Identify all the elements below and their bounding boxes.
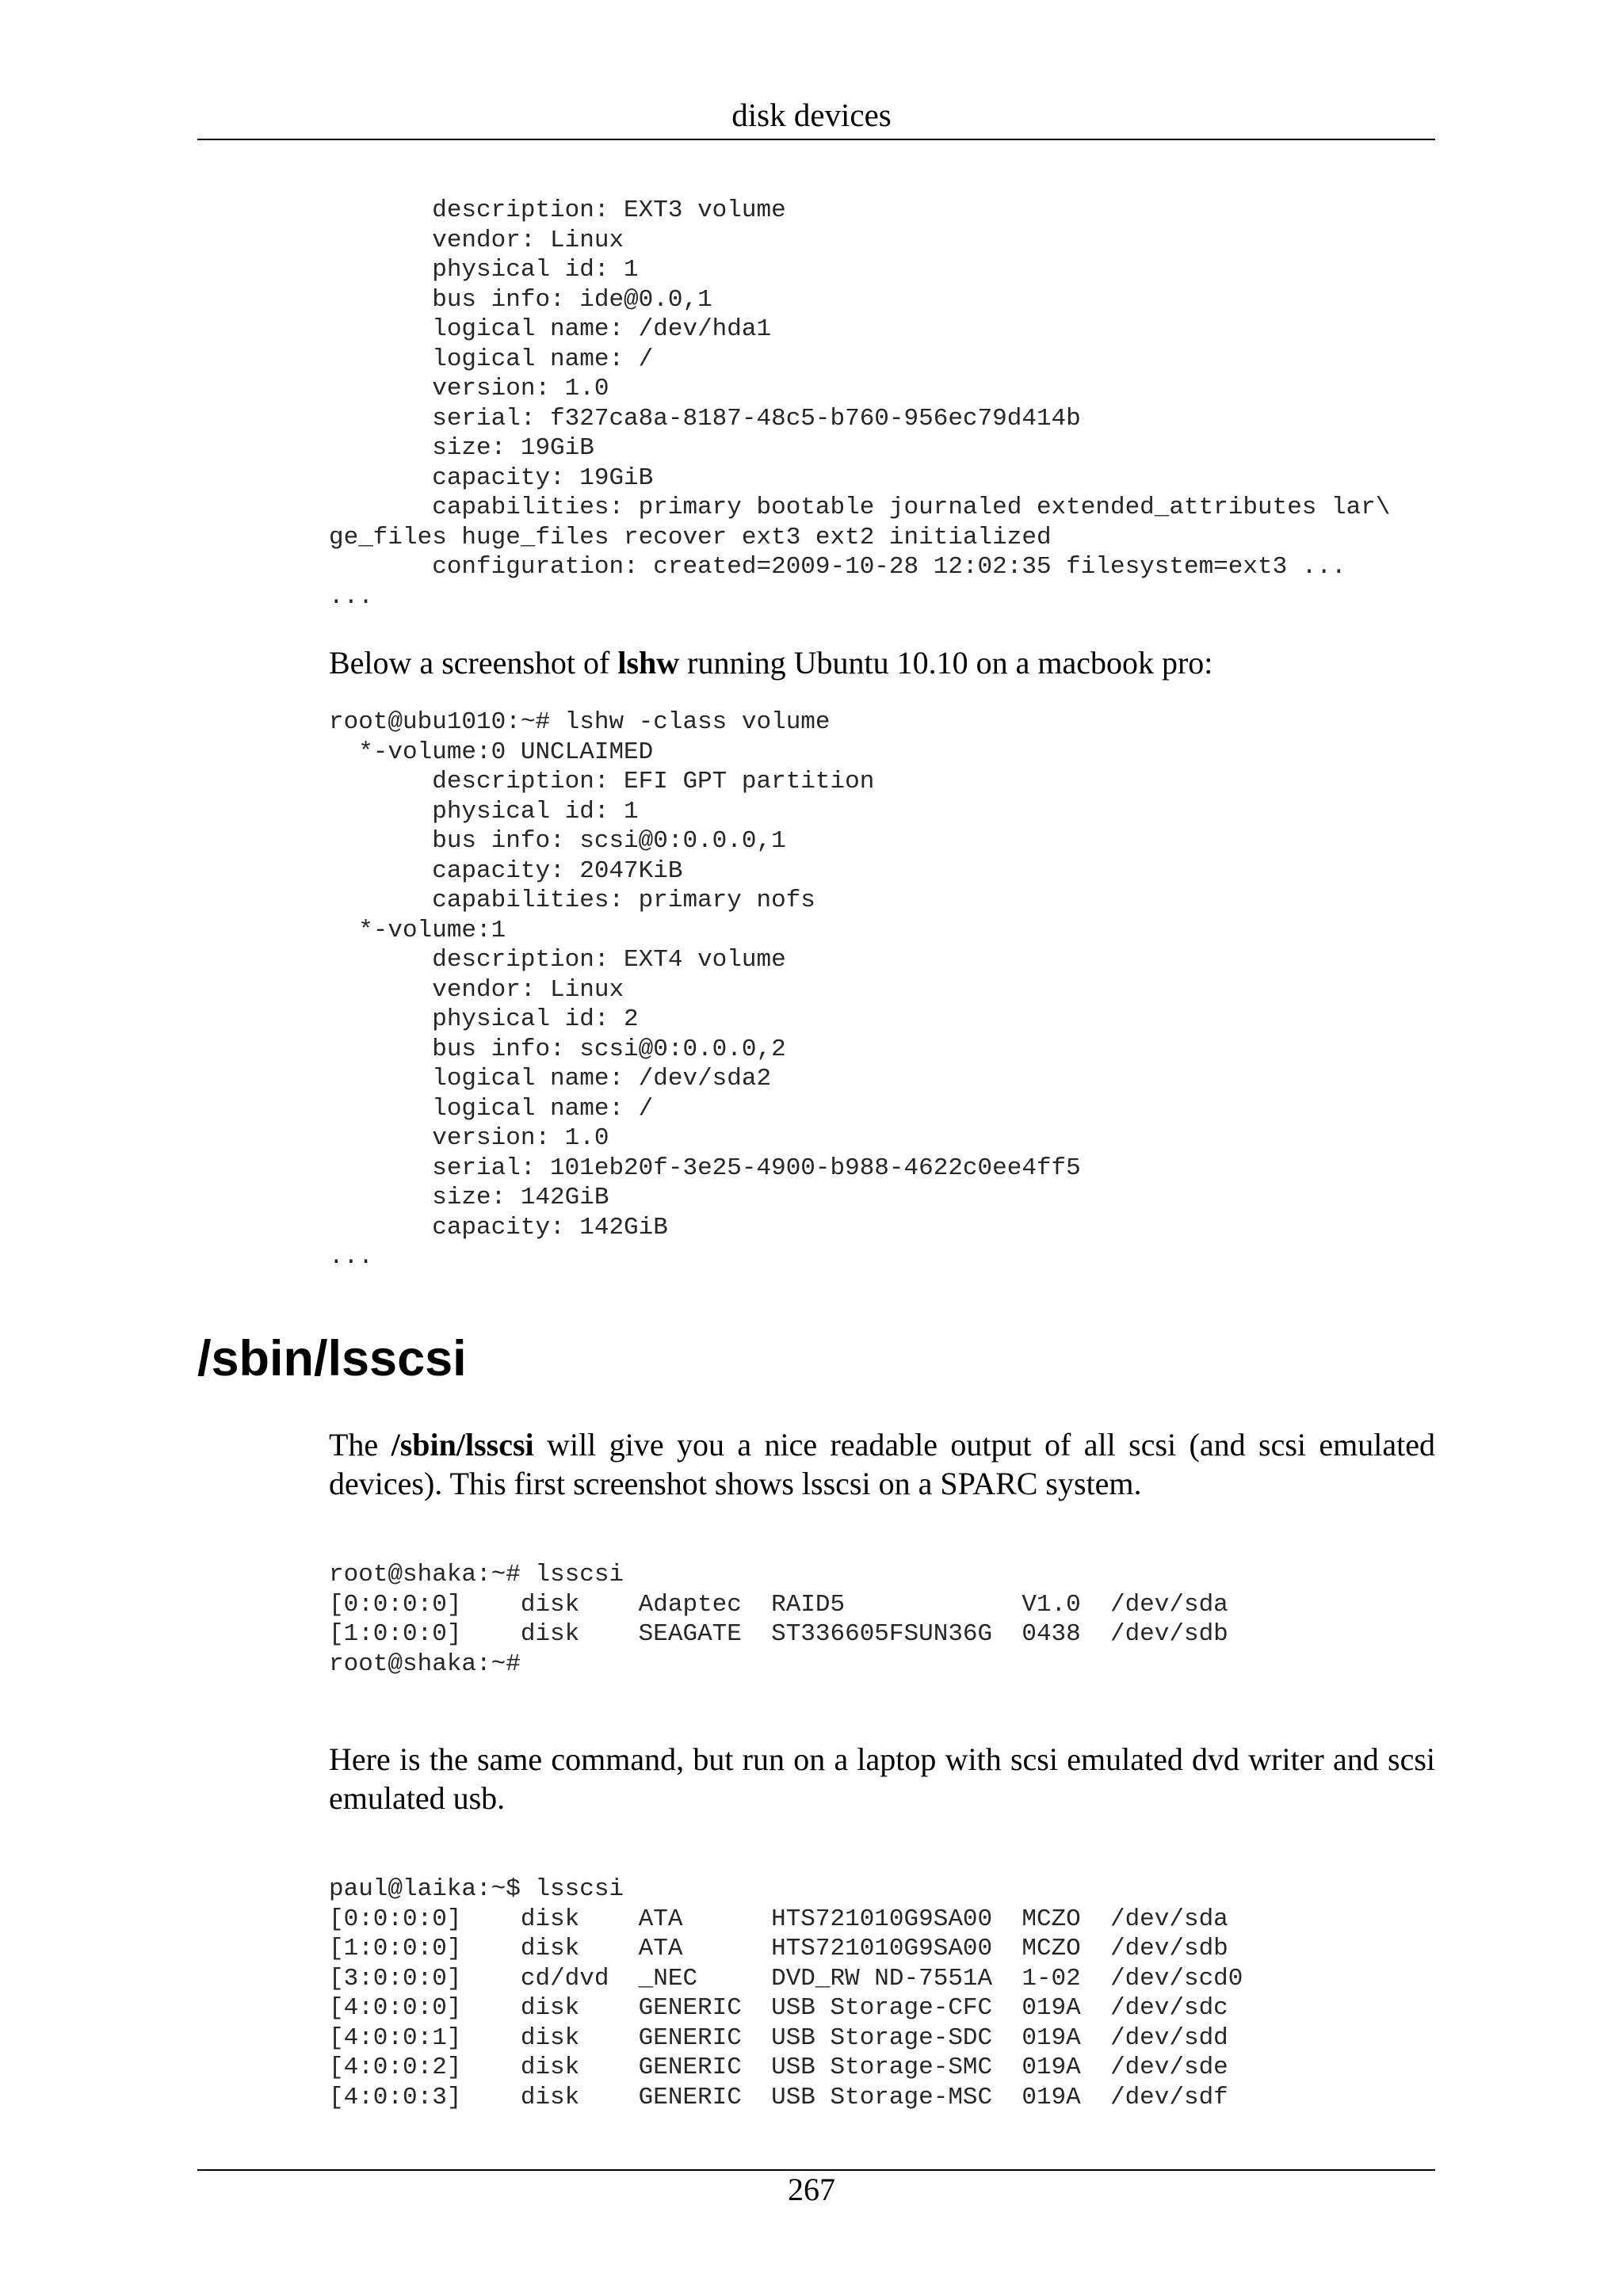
code-line: size: 142GiB [329,1184,609,1211]
code-line: capacity: 2047KiB [329,856,683,885]
code-line: root@ubu1010:~# lshw -class volume [329,708,831,736]
code-block-lshw-volume [329,707,1081,1272]
code-block-lshw-hda1 [329,196,1390,612]
section-heading: /sbin/lsscsi [197,1331,467,1386]
code-line: logical name: / [329,345,654,373]
code-line: ge_files huge_files recover ext3 ext2 initialized [329,523,1052,551]
code-line: physical id: 2 [329,1005,639,1033]
code-line: physical id: 1 [329,256,639,284]
code-line: ... [329,582,373,611]
command-name-lsscsi: /sbin/lsscsi [391,1427,534,1463]
page-number: 267 [788,2172,835,2207]
code-line: configuration: created=2009-10-28 12:02:35 filesystem=ext3 ... [329,553,1346,581]
code-line: capacity: 19GiB [329,463,654,492]
code-line: vendor: Linux [329,975,624,1004]
code-line: version: 1.0 [329,1124,609,1152]
code-line: bus info: scsi@0:0.0.0,1 [329,827,786,855]
code-line: logical name: /dev/sda2 [329,1065,772,1093]
code-line: *-volume:1 [329,916,506,944]
code-line: logical name: / [329,1094,654,1123]
code-line: bus info: ide@0.0,1 [329,285,712,314]
code-line: [1:0:0:0] disk ATA HTS721010G9SA00 MCZO /dev/sdb [329,1935,1228,1962]
code-line: capabilities: primary nofs [329,887,815,914]
code-line: serial: f327ca8a-8187-48c5-b760-956ec79d414b [329,404,1081,433]
code-line: [4:0:0:0] disk GENERIC USB Storage-CFC 019A /dev/sdc [329,1994,1228,2022]
code-line: *-volume:0 UNCLAIMED [329,738,654,766]
code-line: vendor: Linux [329,226,624,254]
paragraph-lsscsi-laptop: Here is the same command, but run on a laptop with scsi emulated dvd writer and scsi emulated usb. [329,1741,1435,1816]
code-line: capacity: 142GiB [329,1213,668,1241]
code-line: description: EFI GPT partition [329,768,875,795]
code-line: [4:0:0:2] disk GENERIC USB Storage-SMC 019A /dev/sde [329,2054,1228,2081]
code-line: [1:0:0:0] disk SEAGATE ST336605FSUN36G 0438 /dev/sdb [329,1620,1228,1648]
code-block-lsscsi-sparc [329,1560,1228,1679]
code-line: ... [329,1243,373,1271]
code-line: capabilities: primary bootable journaled extended_attributes lar\ [329,494,1391,521]
code-line: root@shaka:~# lsscsi [329,1561,624,1589]
code-line: description: EXT3 volume [329,196,786,224]
code-line: [3:0:0:0] cd/dvd _NEC DVD_RW ND-7551A 1-02 /dev/scd0 [329,1964,1243,1993]
code-line: version: 1.0 [329,375,609,402]
running-header: disk devices [731,97,892,133]
header-rule [197,139,1435,140]
code-block-lsscsi-laptop [329,1875,1243,2112]
code-line: logical name: /dev/hda1 [329,315,772,343]
code-line: physical id: 1 [329,797,639,826]
code-line: description: EXT4 volume [329,946,786,974]
code-line: root@shaka:~# [329,1650,521,1678]
paragraph-lsscsi-intro: The /sbin/lsscsi will give you a nice readable output of all scsi (and scsi emulated devices). This first screenshot shows lsscsi on a SPARC system. [329,1427,1436,1501]
code-line: [4:0:0:1] disk GENERIC USB Storage-SDC 019A /dev/sdd [329,2023,1228,2052]
code-line: [4:0:0:3] disk GENERIC USB Storage-MSC 019A /dev/sdf [329,2083,1228,2111]
code-line: paul@laika:~$ lsscsi [329,1875,624,1903]
paragraph-lshw-ubuntu-intro: Below a screenshot of lshw running Ubuntu 10.10 on a macbook pro: [329,645,1213,681]
code-line: [0:0:0:0] disk Adaptec RAID5 V1.0 /dev/sda [329,1590,1228,1619]
code-line: [0:0:0:0] disk ATA HTS721010G9SA00 MCZO /dev/sda [329,1905,1228,1933]
code-line: bus info: scsi@0:0.0.0,2 [329,1035,786,1063]
code-line: serial: 101eb20f-3e25-4900-b988-4622c0ee4ff5 [329,1154,1081,1182]
command-name-lshw: lshw [617,645,680,681]
code-line: size: 19GiB [329,434,594,462]
